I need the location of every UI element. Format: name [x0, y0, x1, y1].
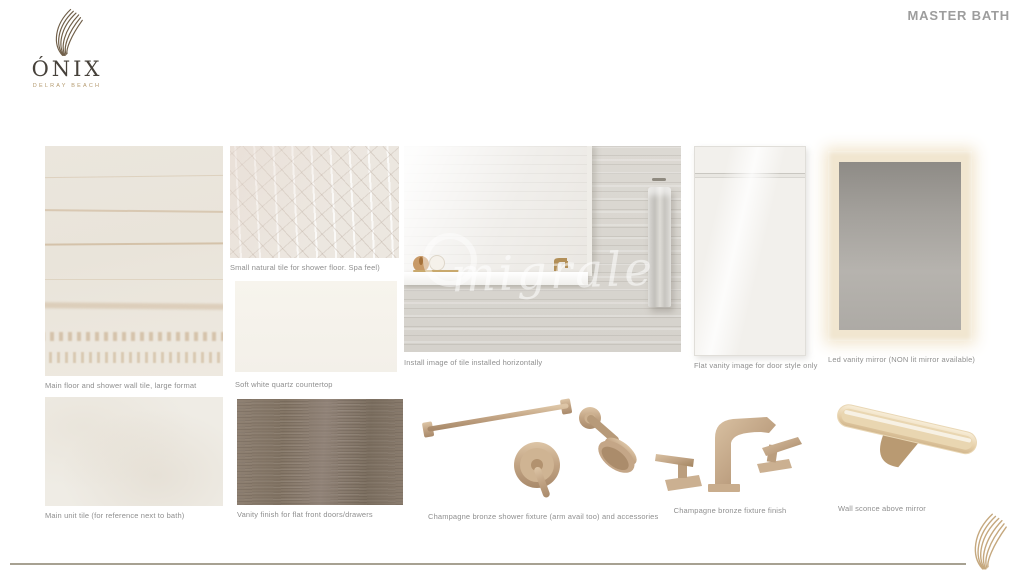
vanity-door-sample — [694, 146, 818, 370]
shower-fixture-image — [420, 393, 640, 505]
led-mirror-image — [828, 151, 972, 341]
faucet-image — [655, 398, 805, 498]
wall-sconce-image — [833, 388, 978, 496]
flame-swirl-icon — [49, 6, 85, 58]
towel-hook — [652, 178, 666, 181]
wall-sconce-sample — [833, 388, 978, 513]
caption-main-unit-tile: Main unit tile (for reference next to bath) — [45, 511, 185, 520]
tile-vein — [45, 242, 223, 245]
tile-vein — [45, 332, 223, 341]
shower-floor-tile-image — [230, 146, 399, 258]
watermark-text: migrale — [450, 241, 657, 304]
faucet-illustration — [655, 398, 805, 498]
caption-tile-install: Install image of tile installed horizontally — [404, 358, 543, 367]
swatch-main-unit-tile — [45, 397, 223, 520]
caption-vanity-finish: Vanity finish for flat front doors/drawers — [237, 510, 373, 519]
mirror-glass — [839, 162, 961, 330]
caption-faucet: Champagne bronze fixture finish — [673, 506, 787, 515]
swatch-vanity-finish — [237, 399, 403, 519]
caption-main-floor-tile: Main floor and shower wall tile, large format — [45, 381, 197, 390]
caption-shower-floor-tile: Small natural tile for shower floor. Spa feel) — [230, 263, 380, 272]
quartz-countertop-image — [235, 281, 397, 372]
swatch-quartz-countertop — [235, 281, 397, 389]
tile-install-image — [404, 146, 681, 352]
sconce-illustration — [833, 388, 978, 496]
tile-vein — [45, 302, 223, 310]
led-mirror-sample — [828, 151, 976, 364]
caption-quartz-countertop: Soft white quartz countertop — [235, 380, 333, 389]
brand-location: DELRAY BEACH — [32, 83, 102, 90]
faucet-sample — [655, 398, 805, 515]
tile-install-photo — [404, 146, 681, 367]
caption-vanity-door: Flat vanity image for door style only — [694, 361, 818, 370]
gloss-sheen — [695, 147, 805, 355]
shower-fixture-illustration — [420, 393, 640, 505]
vanity-finish-image — [237, 399, 403, 505]
swatch-shower-floor-tile — [230, 146, 399, 272]
footer-divider — [10, 563, 966, 565]
brand-name: ÓNIX — [31, 57, 103, 81]
main-floor-tile-image — [45, 146, 223, 376]
swatch-main-floor-tile — [45, 146, 223, 390]
page-title: MASTER BATH — [907, 8, 1010, 23]
caption-shower-fixture: Champagne bronze shower fixture (arm avail too) and accessories — [428, 512, 659, 521]
tile-vein — [45, 209, 223, 212]
tile-vein — [45, 175, 223, 178]
tile-vein — [45, 352, 223, 363]
main-unit-tile-image — [45, 397, 223, 506]
footer-flame-swirl-icon — [966, 511, 1010, 571]
tile-vein — [45, 279, 223, 280]
shower-fixture-set — [420, 393, 659, 521]
brand-logo — [24, 6, 110, 89]
caption-wall-sconce: Wall sconce above mirror — [838, 504, 926, 513]
caption-led-mirror: Led vanity mirror (NON lit mirror available) — [828, 355, 976, 364]
vanity-door-image — [694, 146, 806, 356]
